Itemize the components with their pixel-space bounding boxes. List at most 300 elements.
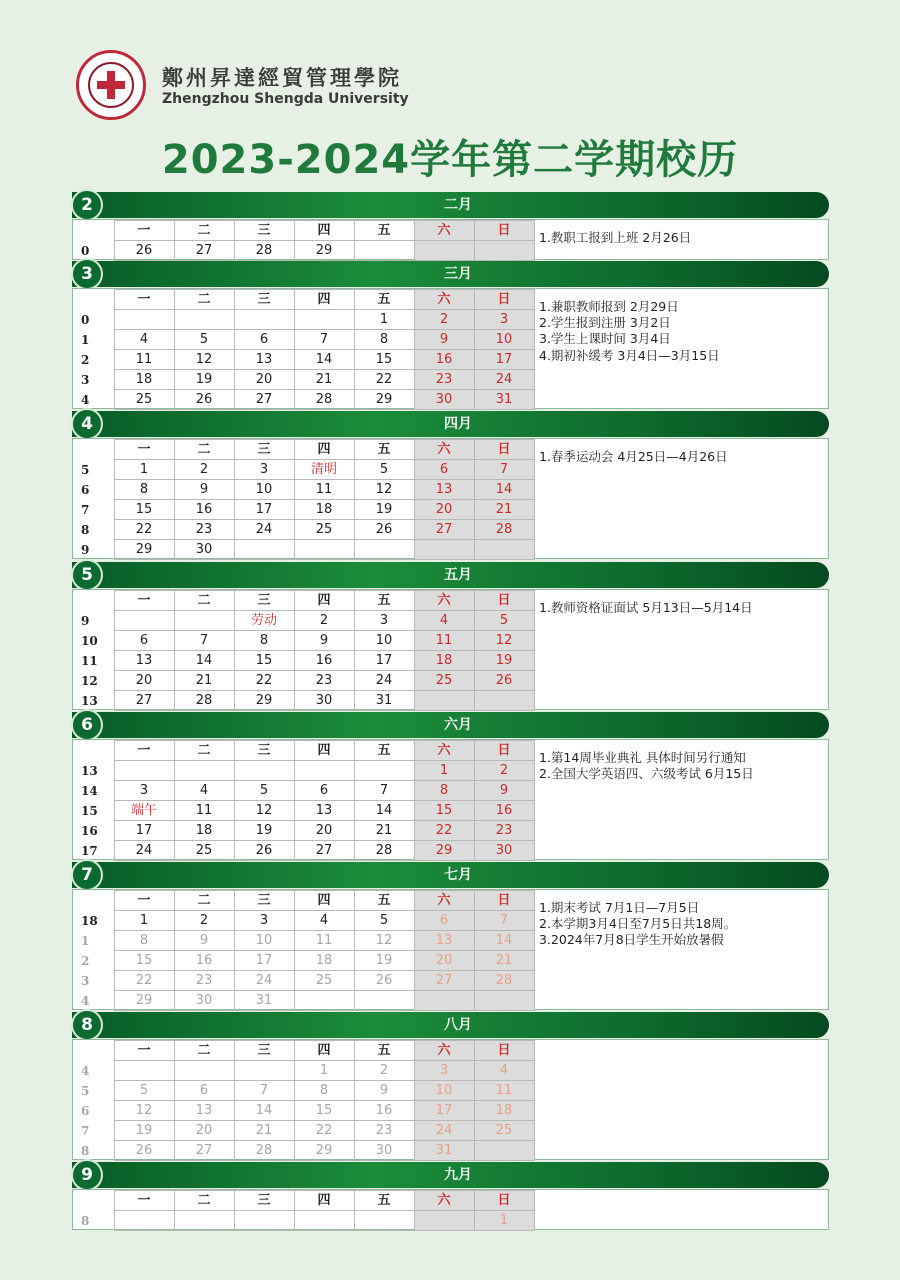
day-cell [474,991,534,1011]
day-cell [474,1141,534,1161]
week-number: 8 [73,1141,114,1161]
week-number: 8 [73,1211,114,1231]
day-cell: 17 [234,500,294,520]
weekday-header: 三 [234,440,294,460]
day-cell: 23 [354,1121,414,1141]
month-name: 六月 [444,717,472,733]
note-item: 1.教职工报到上班 2月26日 [539,230,692,245]
day-cell: 5 [234,781,294,801]
weekday-header: 四 [294,1191,354,1211]
day-cell: 30 [474,841,534,861]
day-cell: 31 [234,991,294,1011]
weekday-header: 二 [174,891,234,911]
note-item: 1.第14周毕业典礼 具体时间另行通知 [539,750,746,765]
day-cell: 26 [114,1141,174,1161]
month-block [72,219,829,260]
day-cell: 11 [114,350,174,370]
day-cell [114,310,174,330]
weekday-header: 三 [234,591,294,611]
day-cell: 30 [414,390,474,410]
day-cell [174,310,234,330]
weekday-header: 一 [114,591,174,611]
week-row [73,611,534,631]
day-cell: 12 [174,350,234,370]
month-number-badge: 7 [71,859,103,891]
month-name: 七月 [444,867,472,883]
month-notes [539,900,824,949]
weekday-header: 六 [414,1191,474,1211]
day-cell: 23 [174,971,234,991]
day-cell: 27 [234,390,294,410]
day-cell: 1 [354,310,414,330]
month-name: 三月 [444,266,472,282]
day-cell: 28 [294,390,354,410]
weekday-header: 三 [234,1191,294,1211]
weekday-header: 六 [414,221,474,241]
day-cell: 9 [294,631,354,651]
day-cell: 14 [174,651,234,671]
weekday-header-row [73,290,534,310]
weekday-header: 四 [294,221,354,241]
month-number-badge: 9 [71,1159,103,1191]
day-cell: 4 [294,911,354,931]
week-col-header [73,1041,114,1061]
month-grid [73,590,535,711]
day-cell [414,691,474,711]
month-notes [539,750,824,782]
weekday-header-row [73,741,534,761]
day-cell: 23 [474,821,534,841]
day-cell: 14 [354,801,414,821]
weekday-header: 日 [474,290,534,310]
month-block [72,1189,829,1230]
week-row [73,500,534,520]
note-item: 1.兼职教师报到 2月29日 [539,299,679,314]
day-cell: 8 [114,480,174,500]
day-cell: 28 [474,971,534,991]
week-row [73,1211,534,1231]
week-number: 15 [73,801,114,821]
day-cell: 24 [114,841,174,861]
weekday-header: 二 [174,290,234,310]
week-row [73,761,534,781]
day-cell: 6 [174,1081,234,1101]
note-item: 2.全国大学英语四、六级考试 6月15日 [539,766,754,782]
day-cell: 21 [354,821,414,841]
day-cell: 20 [174,1121,234,1141]
week-number: 18 [73,911,114,931]
weekday-header: 三 [234,221,294,241]
day-cell: 16 [354,1101,414,1121]
day-cell: 19 [354,951,414,971]
day-cell: 9 [354,1081,414,1101]
weekday-header: 六 [414,891,474,911]
day-cell: 25 [474,1121,534,1141]
day-cell: 18 [474,1101,534,1121]
day-cell: 10 [474,330,534,350]
day-cell: 21 [234,1121,294,1141]
weekday-header: 二 [174,440,234,460]
day-cell: 31 [354,691,414,711]
day-cell: 20 [294,821,354,841]
day-cell: 22 [354,370,414,390]
day-cell: 5 [174,330,234,350]
weekday-header: 六 [414,290,474,310]
day-cell: 13 [414,931,474,951]
week-number: 0 [73,241,114,261]
weekday-header: 一 [114,741,174,761]
day-cell: 23 [174,520,234,540]
day-cell: 24 [234,971,294,991]
day-cell: 7 [474,460,534,480]
week-number: 12 [73,671,114,691]
day-cell: 28 [174,691,234,711]
day-cell: 3 [474,310,534,330]
weekday-header: 五 [354,290,414,310]
day-cell: 17 [114,821,174,841]
day-cell: 30 [294,691,354,711]
day-cell: 28 [474,520,534,540]
month-notes [539,449,824,465]
day-cell: 16 [174,951,234,971]
day-cell: 15 [114,500,174,520]
day-cell: 26 [114,241,174,261]
day-cell [414,1211,474,1231]
day-cell: 22 [114,520,174,540]
day-cell: 7 [474,911,534,931]
day-cell: 1 [414,761,474,781]
day-cell: 9 [474,781,534,801]
weekday-header: 六 [414,741,474,761]
week-row [73,1061,534,1081]
day-cell: 27 [174,241,234,261]
day-cell [294,540,354,560]
weekday-header: 五 [354,221,414,241]
day-cell: 21 [474,500,534,520]
day-cell: 14 [294,350,354,370]
day-cell: 24 [354,671,414,691]
week-row [73,691,534,711]
week-row [73,1121,534,1141]
week-row [73,520,534,540]
day-cell: 1 [474,1211,534,1231]
day-cell: 5 [354,911,414,931]
month-block [72,889,829,1010]
day-cell [174,1211,234,1231]
day-cell: 27 [114,691,174,711]
day-cell: 16 [414,350,474,370]
day-cell: 18 [114,370,174,390]
day-cell [114,1211,174,1231]
day-cell: 15 [234,651,294,671]
day-cell [174,1061,234,1081]
day-cell: 28 [234,241,294,261]
day-cell: 20 [234,370,294,390]
weekday-header: 五 [354,1041,414,1061]
weekday-header: 三 [234,290,294,310]
university-seal-logo [76,50,146,120]
month-grid [73,1040,535,1161]
month-name: 二月 [444,197,472,213]
weekday-header: 一 [114,440,174,460]
day-cell: 16 [294,651,354,671]
day-cell: 6 [414,460,474,480]
month-header-bar [72,1162,829,1188]
day-cell: 15 [414,801,474,821]
day-cell: 2 [294,611,354,631]
week-col-header [73,741,114,761]
day-cell [354,1211,414,1231]
month-block [72,438,829,559]
day-cell: 10 [354,631,414,651]
day-cell: 24 [234,520,294,540]
weekday-header: 日 [474,221,534,241]
holiday-cell: 清明 [294,460,354,480]
weekday-header: 二 [174,221,234,241]
day-cell: 3 [114,781,174,801]
day-cell: 17 [234,951,294,971]
day-cell: 13 [174,1101,234,1121]
month-notes [539,600,824,616]
day-cell: 9 [174,480,234,500]
weekday-header: 五 [354,591,414,611]
day-cell: 10 [234,931,294,951]
day-cell [414,241,474,261]
day-cell: 27 [174,1141,234,1161]
week-col-header [73,221,114,241]
week-number: 17 [73,841,114,861]
day-cell: 21 [174,671,234,691]
day-cell: 17 [354,651,414,671]
day-cell: 19 [234,821,294,841]
day-cell: 17 [414,1101,474,1121]
day-cell [234,1211,294,1231]
day-cell [234,1061,294,1081]
day-cell: 8 [234,631,294,651]
week-row [73,991,534,1011]
week-number: 10 [73,631,114,651]
day-cell [414,991,474,1011]
weekday-header-row [73,440,534,460]
month-block [72,739,829,860]
week-row [73,310,534,330]
day-cell: 3 [354,611,414,631]
week-number: 5 [73,1081,114,1101]
day-cell: 3 [414,1061,474,1081]
note-item: 3.2024年7月8日学生开始放暑假 [539,932,724,948]
week-row [73,350,534,370]
weekday-header: 三 [234,741,294,761]
day-cell: 7 [234,1081,294,1101]
day-cell: 26 [474,671,534,691]
weekday-header: 日 [474,1191,534,1211]
week-row [73,241,534,261]
day-cell: 12 [114,1101,174,1121]
month-block [72,288,829,409]
day-cell: 7 [174,631,234,651]
day-cell: 20 [114,671,174,691]
week-row [73,671,534,691]
day-cell: 22 [114,971,174,991]
week-number: 7 [73,500,114,520]
day-cell: 8 [414,781,474,801]
day-cell: 31 [414,1141,474,1161]
day-cell [174,761,234,781]
day-cell: 4 [414,611,474,631]
day-cell [414,540,474,560]
month-grid [73,439,535,560]
day-cell: 4 [474,1061,534,1081]
holiday-cell: 端午 [114,801,174,821]
day-cell: 18 [414,651,474,671]
day-cell: 5 [474,611,534,631]
weekday-header: 五 [354,741,414,761]
day-cell: 2 [474,761,534,781]
month-number-badge: 4 [71,408,103,440]
day-cell: 25 [294,971,354,991]
day-cell: 9 [174,931,234,951]
week-row [73,651,534,671]
weekday-header: 二 [174,1041,234,1061]
day-cell: 26 [234,841,294,861]
day-cell: 17 [474,350,534,370]
month-header-bar [72,712,829,738]
month-number-badge: 3 [71,258,103,290]
day-cell [294,761,354,781]
day-cell: 19 [174,370,234,390]
month-header-bar [72,411,829,437]
week-number: 0 [73,310,114,330]
month-header-bar [72,261,829,287]
week-row [73,1101,534,1121]
day-cell [354,991,414,1011]
weekday-header-row [73,221,534,241]
week-col-header [73,891,114,911]
day-cell [354,540,414,560]
day-cell: 16 [174,500,234,520]
week-number: 5 [73,460,114,480]
day-cell: 29 [234,691,294,711]
day-cell: 20 [414,500,474,520]
month-name: 八月 [444,1017,472,1033]
day-cell: 29 [294,241,354,261]
day-cell: 6 [414,911,474,931]
day-cell: 1 [114,460,174,480]
page-title: 2023-2024学年第二学期校历 [161,137,739,183]
weekday-header: 日 [474,1041,534,1061]
day-cell: 29 [414,841,474,861]
day-cell: 23 [414,370,474,390]
day-cell [174,611,234,631]
day-cell: 27 [414,520,474,540]
week-row [73,390,534,410]
weekday-header-row [73,1191,534,1211]
day-cell [234,540,294,560]
weekday-header: 一 [114,290,174,310]
day-cell: 15 [114,951,174,971]
day-cell: 24 [474,370,534,390]
day-cell: 11 [474,1081,534,1101]
week-number: 7 [73,1121,114,1141]
weekday-header-row [73,1041,534,1061]
day-cell [354,241,414,261]
month-number-badge: 8 [71,1009,103,1041]
day-cell: 30 [174,991,234,1011]
note-item: 2.学生报到注册 3月2日 [539,315,671,331]
day-cell [294,1211,354,1231]
week-number: 3 [73,971,114,991]
month-number-badge: 5 [71,559,103,591]
day-cell: 1 [114,911,174,931]
day-cell: 26 [354,971,414,991]
month-grid [73,1190,535,1231]
day-cell: 24 [414,1121,474,1141]
day-cell [114,761,174,781]
weekday-header: 四 [294,591,354,611]
day-cell: 21 [474,951,534,971]
week-row [73,801,534,821]
day-cell [114,611,174,631]
weekday-header: 日 [474,741,534,761]
day-cell: 11 [294,480,354,500]
week-number: 13 [73,761,114,781]
week-number: 8 [73,520,114,540]
week-number: 13 [73,691,114,711]
month-notes [539,299,824,364]
day-cell: 26 [174,390,234,410]
day-cell: 25 [114,390,174,410]
day-cell: 21 [294,370,354,390]
school-name-en: Zhengzhou Shengda University [162,91,409,107]
weekday-header: 四 [294,891,354,911]
week-row [73,971,534,991]
day-cell: 2 [354,1061,414,1081]
week-number: 3 [73,370,114,390]
day-cell: 11 [414,631,474,651]
day-cell [234,310,294,330]
day-cell [234,761,294,781]
note-item: 1.春季运动会 4月25日—4月26日 [539,449,728,464]
weekday-header: 四 [294,290,354,310]
month-header-bar [72,1012,829,1038]
week-row [73,460,534,480]
month-number-badge: 2 [71,189,103,221]
day-cell: 4 [174,781,234,801]
day-cell [474,691,534,711]
week-col-header [73,1191,114,1211]
day-cell: 29 [294,1141,354,1161]
week-number: 1 [73,931,114,951]
day-cell: 13 [294,801,354,821]
day-cell: 5 [114,1081,174,1101]
month-name: 九月 [444,1167,472,1183]
note-item: 2.本学期3月4日至7月5日共18周。 [539,916,737,932]
day-cell: 22 [414,821,474,841]
month-grid [73,289,535,410]
month-header-bar [72,862,829,888]
day-cell: 19 [354,500,414,520]
note-item: 4.期初补缓考 3月4日—3月15日 [539,347,720,363]
month-grid [73,220,535,261]
week-number: 9 [73,540,114,560]
day-cell: 12 [354,931,414,951]
note-item: 1.期末考试 7月1日—7月5日 [539,900,700,915]
weekday-header: 三 [234,891,294,911]
weekday-header: 一 [114,221,174,241]
week-row [73,841,534,861]
week-row [73,370,534,390]
day-cell: 10 [234,480,294,500]
